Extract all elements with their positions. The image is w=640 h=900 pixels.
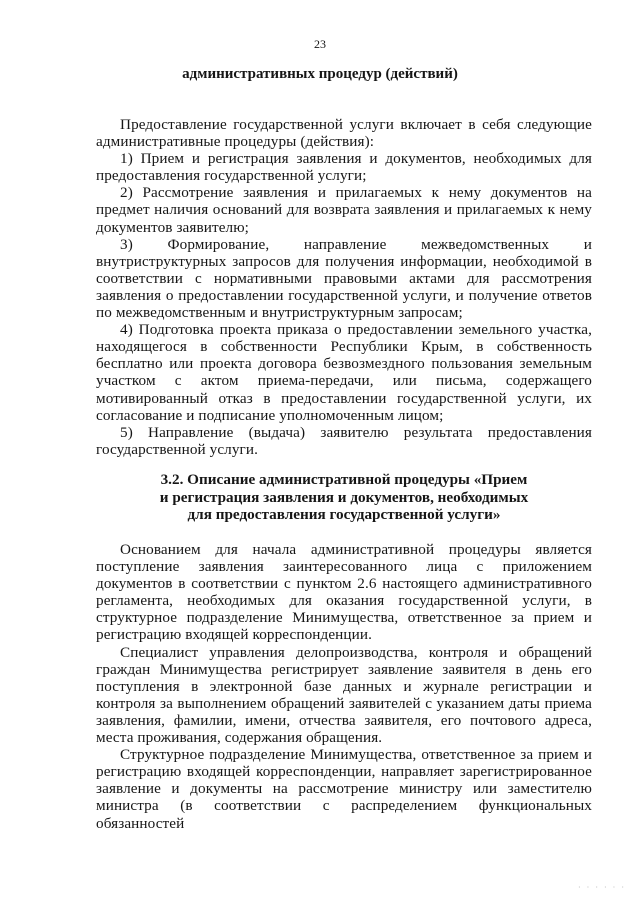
- procedures-list: [96, 116, 592, 458]
- section-heading-line: для предоставления государственной услуги»: [187, 506, 501, 523]
- procedure-item-3: 3) Формирование, направление межведомственных и внутриструктурных запросов для получения информации, необходимой в соответствии с нормативными правовыми актами для рассмотрения заявления о предоставлении государственной услуги, и получение ответов по межведомственным и внутриструктурным запросам;: [96, 235, 592, 322]
- section-heading-continuation: административных процедур (действий): [182, 66, 458, 82]
- page-number: 23: [314, 37, 326, 51]
- section-3-2-heading: [96, 471, 592, 524]
- body-paragraph: Основанием для начала административной процедуры является поступление заявления заинтересованного лица с приложением документов в соответствии с пунктом 2.6 настоящего административного регламента, необходимых для оказания государственной услуги, в структурное подразделение Минимущества, ответственное за прием и регистрацию входящей корреспонденции.: [96, 541, 592, 644]
- body-paragraph: Структурное подразделение Минимущества, ответственное за прием и регистрацию входящей корреспонденции, направляет зарегистрированное заявление и документы на рассмотрение министру или заместителю министра (в соответствии с распределением функциональных обязанностей: [96, 746, 592, 832]
- procedure-item-2: 2) Рассмотрение заявления и прилагаемых к нему документов на предмет наличия оснований для возврата заявления и прилагаемых к нему документов заявителю;: [96, 184, 592, 236]
- procedure-item-5: 5) Направление (выдача) заявителю результата предоставления государственной услуги.: [96, 423, 592, 458]
- section-3-2-body: [96, 541, 592, 832]
- procedure-item-1: 1) Прием и регистрация заявления и документов, необходимых для предоставления государственной услуги;: [96, 150, 592, 185]
- section-heading-line: 3.2. Описание административной процедуры «Прием: [160, 471, 528, 488]
- intro-paragraph: Предоставление государственной услуги включает в себя следующие административные процедуры (действия):: [96, 116, 592, 151]
- scan-artifact: · · · · · ·: [578, 883, 626, 892]
- body-paragraph: Специалист управления делопроизводства, контроля и обращений граждан Минимущества регистрирует заявление заявителя в день его поступления в электронной базе данных и журнале регистрации и контроля за выполнением обращений заявителей с указанием даты приема заявления, фамилии, имени, отчества заявителя, его почтового адреса, места проживания, содержания обращения.: [96, 643, 592, 747]
- section-heading-line: и регистрация заявления и документов, необходимых: [159, 488, 529, 506]
- procedure-item-4: 4) Подготовка проекта приказа о предоставлении земельного участка, находящегося в собственности Республики Крым, в собственность бесплатно или проекта договора безвозмездного пользования земельным участком с актом приема-передачи, или письма, содержащего мотивированный отказ в предоставлении государственной услуги, их согласование и подписание уполномоченным лицом;: [96, 321, 592, 424]
